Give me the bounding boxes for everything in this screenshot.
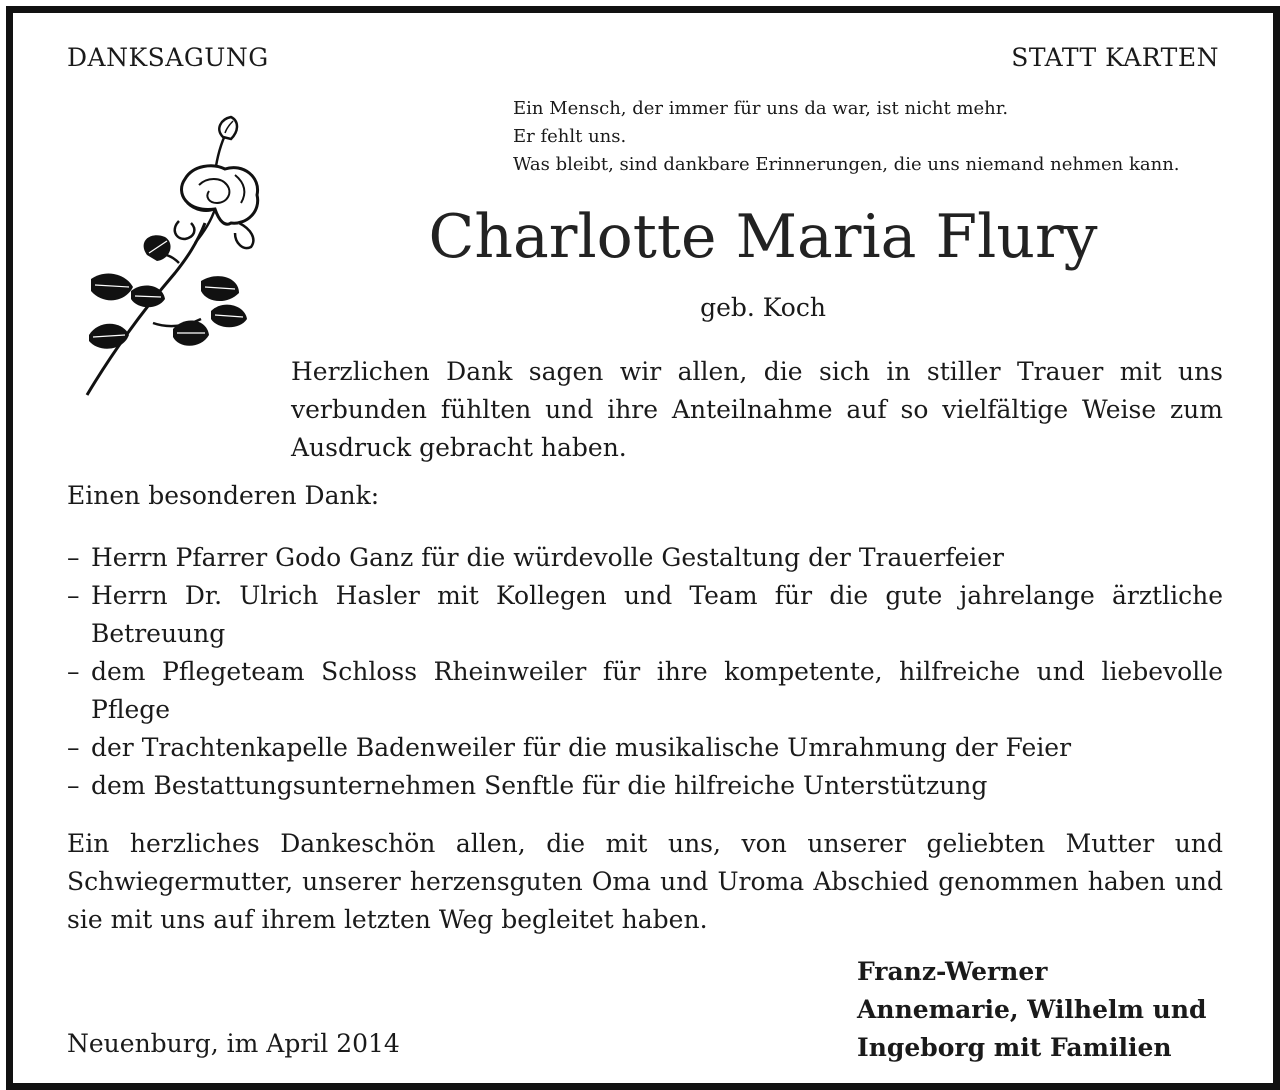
list-item	[67, 767, 1223, 805]
notice-frame	[6, 6, 1280, 1090]
list-item-text: Herrn Dr. Ulrich Hasler mit Kollegen und Team für die gute jahrelange ärztliche Betreuung	[91, 581, 1223, 648]
motto-line: Was bleibt, sind dankbare Erinnerungen, die uns niemand nehmen kann.	[513, 154, 1180, 175]
list-item-text: der Trachtenkapelle Badenweiler für die musikalische Umrahmung der Feier	[91, 733, 1072, 762]
closing-paragraph: Ein herzliches Dankeschön allen, die mit uns, von unserer geliebten Mutter und Schwiegermutter, unserer herzensguten Oma und Uroma Abschied genommen haben und sie mit uns auf ihrem letzten Weg begleitet haben.	[67, 829, 1223, 934]
signer-line: Franz-Werner	[857, 957, 1048, 986]
dash-bullet: –	[67, 733, 80, 762]
birth-name: geb. Koch	[700, 293, 826, 322]
list-item-text: Herrn Pfarrer Godo Ganz für die würdevolle Gestaltung der Trauerfeier	[91, 543, 1004, 572]
special-thanks-list	[67, 539, 1223, 805]
list-item	[67, 653, 1223, 729]
thanks-paragraph: Herzlichen Dank sagen wir allen, die sich in stiller Trauer mit uns verbunden fühlten und ihre Anteilnahme auf so vielfältige Weise zum Ausdruck gebracht haben.	[291, 357, 1223, 462]
signer-line: Annemarie, Wilhelm und	[857, 995, 1207, 1024]
motto-line: Er fehlt uns.	[513, 126, 627, 147]
signer-line: Ingeborg mit Familien	[857, 1033, 1172, 1062]
notice-type-label: DANKSAGUNG	[67, 43, 269, 72]
deceased-name: Charlotte Maria Flury	[428, 202, 1098, 272]
dash-bullet: –	[67, 581, 80, 610]
motto-line: Ein Mensch, der immer für uns da war, ist nicht mehr.	[513, 98, 1009, 119]
special-thanks-heading: Einen besonderen Dank:	[67, 481, 380, 510]
motto-verse	[513, 95, 1233, 179]
dash-bullet: –	[67, 771, 80, 800]
list-item	[67, 577, 1223, 653]
place-date: Neuenburg, im April 2014	[67, 1029, 400, 1058]
dash-bullet: –	[67, 543, 80, 572]
list-item	[67, 539, 1223, 577]
signers-block	[857, 953, 1237, 1067]
list-item	[67, 729, 1223, 767]
rose-icon	[75, 113, 265, 403]
dash-bullet: –	[67, 657, 80, 686]
list-item-text: dem Bestattungsunternehmen Senftle für die hilfreiche Unterstützung	[91, 771, 988, 800]
list-item-text: dem Pflegeteam Schloss Rheinweiler für ihre kompetente, hilfreiche und liebevolle Pflege	[91, 657, 1223, 724]
notice-subtype-label: STATT KARTEN	[1011, 43, 1219, 72]
